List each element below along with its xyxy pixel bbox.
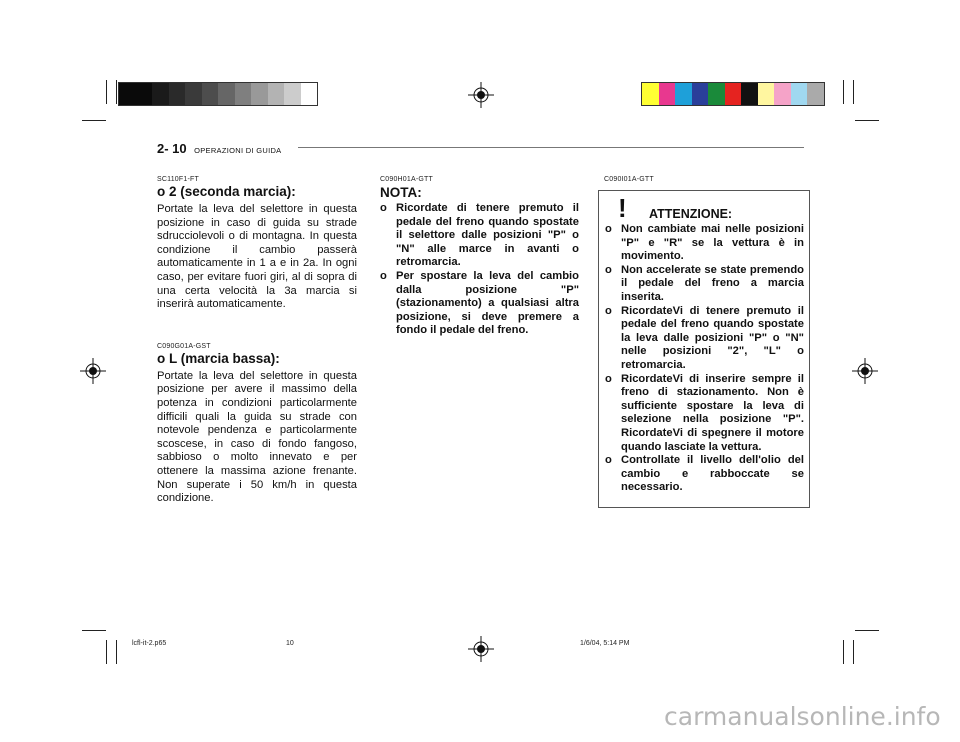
crop-mark xyxy=(116,640,117,664)
calibration-swatch xyxy=(136,83,153,105)
footer-page: 10 xyxy=(286,640,294,647)
warning-title: ATTENZIONE: xyxy=(649,207,733,221)
registration-target-icon xyxy=(468,636,494,662)
calibration-swatch xyxy=(284,83,301,105)
section-code: C090I01A-GTT xyxy=(604,176,654,183)
calibration-swatch xyxy=(642,83,659,105)
grayscale-calibration-bar xyxy=(118,82,318,106)
calibration-swatch xyxy=(218,83,235,105)
note-list xyxy=(380,202,579,338)
calibration-swatch xyxy=(301,83,318,105)
column-left xyxy=(157,176,357,506)
calibration-swatch xyxy=(152,83,169,105)
calibration-swatch xyxy=(268,83,285,105)
column-middle xyxy=(380,176,579,338)
crop-mark xyxy=(855,630,879,631)
page-number: 2- 10 xyxy=(157,141,187,156)
list-item: o RicordateVi di inserire sempre il freno di stazionamento. Non è sufficiente spostare la leva di selezione nella posizione "P". RicordateVi di spegnere il motore quando lasciate la vettura. xyxy=(605,372,804,453)
section-heading: o 2 (seconda marcia): xyxy=(157,184,296,199)
section-code: C090G01A-GST xyxy=(157,342,211,350)
calibration-swatch xyxy=(774,83,791,105)
section-text: Portate la leva del selettore in questa posizione in caso di guida su strade sdrucciolevoli o di montagna. In questa condizione il cambio passerà automaticamente in 1 a e in 2a. In ogni caso, per evitare fuori giri, al di sopra di una certa velocità la 3a marcia si inserirà automaticamente. xyxy=(157,203,357,311)
calibration-swatch xyxy=(659,83,676,105)
crop-mark xyxy=(853,640,854,664)
section-heading: o L (marcia bassa): xyxy=(157,350,280,366)
watermark: carmanualsonline.info xyxy=(664,702,941,731)
crop-mark xyxy=(106,640,107,664)
crop-mark xyxy=(106,80,107,104)
note-heading: NOTA: xyxy=(380,185,422,200)
calibration-swatch xyxy=(708,83,725,105)
registration-target-icon xyxy=(468,82,494,108)
crop-mark xyxy=(853,80,854,104)
calibration-swatch xyxy=(692,83,709,105)
calibration-swatch xyxy=(758,83,775,105)
calibration-swatch xyxy=(251,83,268,105)
registration-target-icon xyxy=(80,358,106,384)
calibration-swatch xyxy=(725,83,742,105)
warning-symbol: ! xyxy=(618,193,627,223)
list-item: o Controllate il livello dell'olio del cambio e rabboccate se necessario. xyxy=(605,454,804,494)
section-code: SC110F1-FT xyxy=(157,176,199,183)
crop-mark xyxy=(82,630,106,631)
section-code: C090H01A-GTT xyxy=(380,176,433,183)
calibration-swatch xyxy=(185,83,202,105)
crop-mark xyxy=(843,80,844,104)
crop-mark xyxy=(843,640,844,664)
calibration-swatch xyxy=(202,83,219,105)
crop-mark xyxy=(82,120,106,121)
page-header xyxy=(157,140,805,158)
color-calibration-bar xyxy=(641,82,825,106)
warning-box xyxy=(598,190,810,508)
footer-filename: lcfl-it-2.p65 xyxy=(132,640,167,647)
list-item: o Per spostare la leva del cambio dalla posizione "P" (stazionamento) a qualsiasi altra posizione, si deve premere a fondo il pedale del freno. xyxy=(380,269,579,337)
header-rule xyxy=(298,147,804,148)
section-title: OPERAZIONI DI GUIDA xyxy=(194,146,282,155)
section-text: Portate la leva del selettore in questa posizione per avere il massimo della potenza in condizioni particolarmente difficili quali la guida su strade con notevole pendenza e particolarmente scoscese, in caso di fondo fangoso, sabbioso o molto innevato e per ottenere la massima azione frenante. Non superate i 50 km/h in questa condizione. xyxy=(157,369,357,505)
calibration-swatch xyxy=(741,83,758,105)
calibration-swatch xyxy=(119,83,136,105)
calibration-swatch xyxy=(675,83,692,105)
crop-mark xyxy=(116,80,117,104)
footer-date: 1/6/04, 5:14 PM xyxy=(580,640,630,647)
list-item: o Ricordate di tenere premuto il pedale del freno quando spostate il selettore dalle posizioni "P" o "N" alle marce in avanti o retromarcia. xyxy=(380,202,579,269)
calibration-swatch xyxy=(807,83,824,105)
list-item: o RicordateVi di tenere premuto il pedale del freno quando spostate la leva dalle posizioni "P" o "N" nelle posizioni "2", "L" o retromarcia. xyxy=(605,304,804,371)
warning-list xyxy=(605,223,804,495)
registration-target-icon xyxy=(852,358,878,384)
list-item: o Non cambiate mai nelle posizioni "P" e "R" se la vettura è in movimento. xyxy=(605,223,804,263)
calibration-swatch xyxy=(791,83,808,105)
calibration-swatch xyxy=(169,83,186,105)
crop-mark xyxy=(855,120,879,121)
list-item: o Non accelerate se state premendo il pedale del freno a marcia inserita. xyxy=(605,263,804,303)
calibration-swatch xyxy=(235,83,252,105)
